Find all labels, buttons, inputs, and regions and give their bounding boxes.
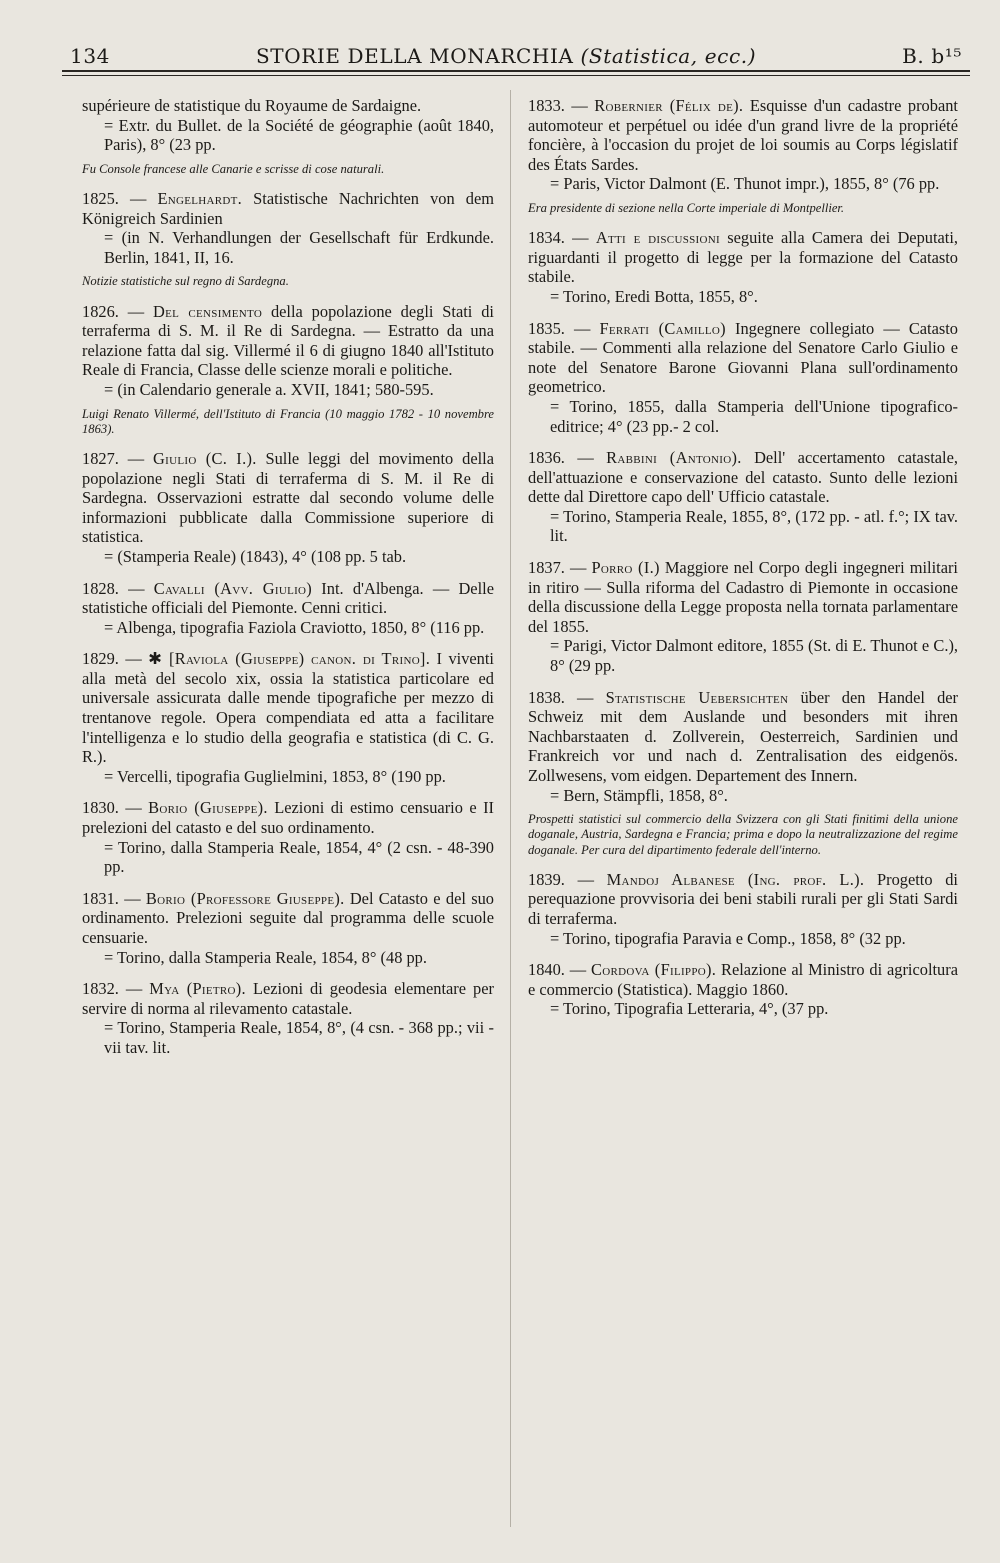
entry-author: Borio (Professore Giuseppe). [145, 888, 345, 908]
entry-text: 1834. — Atti e discussioni seguite alla Camera dei Deputati, riguardanti il progetto di legge per la formazione del Catasto stabile. [528, 228, 958, 287]
entry-number: 1833. [528, 96, 565, 115]
entry-number: 1840. [528, 960, 565, 980]
page-number: 134 [70, 44, 110, 68]
entry-text: 1831. — Borio (Professore Giuseppe). Del Catasto e del suo ordinamento. Prelezioni seguite dal programma delle scuole censuarie. [82, 888, 494, 947]
entry-author: Cordova (Filippo). [590, 960, 717, 980]
bibliography-entry [528, 960, 958, 1019]
entry-publication: = Torino, Stamperia Reale, 1854, 8°, (4 csn. - 368 pp.; vii - vii tav. lit. [104, 1018, 494, 1057]
bibliography-entry [82, 798, 494, 876]
entry-description: seguite alla Camera dei Deputati, riguardanti il progetto di legge per la formazione del Catasto stabile. [528, 228, 958, 287]
entry-description: Maggiore nel Corpo degli ingegneri militari in ritiro — Sulla riforma del Cadastro di Piemonte in occasione della discussione della Legge proposta nella tornata parlamentare del 1855. [528, 558, 958, 636]
bibliography-entry [528, 558, 958, 676]
entry-publication: = Torino, tipografia Paravia e Comp., 1858, 8° (32 pp. [550, 928, 906, 948]
entry-number: 1826. [82, 301, 119, 321]
bibliography-entry [82, 979, 494, 1057]
entry-author: Del censimento [153, 301, 263, 321]
bibliography-entry [528, 870, 958, 948]
bibliography-entry [82, 889, 494, 967]
right-column [528, 96, 958, 1031]
entry-text: 1840. — Cordova (Filippo). Relazione al Ministro di agricoltura e commercio (Statistica). Maggio 1860. [528, 960, 958, 999]
entry-author: ✱ [Raviola (Giuseppe) canon. di Trino]. [148, 649, 431, 669]
entry-description: Del Catasto e del suo ordinamento. Prelezioni seguite dal programma delle scuole censuarie. [82, 888, 494, 947]
entry-publication: = (Stamperia Reale) (1843), 4° (108 pp. 5 tab. [104, 546, 407, 566]
bibliography-entry [528, 448, 958, 546]
entry-publication: = Torino, dalla Stamperia Reale, 1854, 8° (48 pp. [104, 947, 427, 967]
entry-text [82, 96, 494, 116]
entry-publication: = (in Calendario generale a. XVII, 1841; 580-595. [104, 379, 434, 399]
running-title-main: STORIE DELLA MONARCHIA [255, 44, 574, 68]
header-rule-thin [62, 75, 970, 76]
entry-description: Progetto di perequazione provvisoria dei beni stabili rurali per gli Stati Sardi di terraferma. [528, 869, 958, 928]
entry-number: 1825. [82, 188, 119, 208]
entry-text: 1835. — Ferrati (Camillo) Ingegnere collegiato — Catasto stabile. — Commenti alla relazione del Senatore Carlo Giulio e note del Senatore Barone Giovanni Plana sull'ordinamento geometrico. [528, 318, 958, 397]
entry-author: Borio (Giuseppe). [148, 798, 268, 818]
entry-number: 1839. [528, 869, 565, 889]
entry-publication: = Extr. du Bullet. de la Société de géographie (août 1840, Paris), 8° (23 pp. [104, 115, 494, 155]
entry-text: 1826. — Del censimento della popolazione degli Stati di terraferma di S. M. il Re di Sardegna. — Estratto da una relazione fatta dal sig. Villermé il 6 di giugno 1840 all'Istituto Reale di Francia, Classe delle scienze morali e politiche. [82, 301, 494, 380]
entry-number: 1837. [528, 558, 565, 578]
entry-description: I viventi alla metà del secolo xix, ossia la statistica particolare ed universale assicurata dalle mende tipografiche per mezzo di trentanove regole. Opera compendiata ed atta a facilitare l'intelligenza e lo studio della geografia e statistica (di C. G. R.). [82, 649, 494, 767]
entry-text: 1825. — Engelhardt. Statistische Nachrichten von dem Königreich Sardinien [82, 188, 494, 228]
bibliography-entry [82, 649, 494, 786]
entry-note: Fu Console francese alle Canarie e scrisse di cose naturali. [82, 161, 385, 176]
entry-note: Luigi Renato Villermé, dell'Istituto di Francia (10 maggio 1782 - 10 novembre 1863). [82, 406, 494, 436]
entry-description: Relazione al Ministro di agricoltura e commercio (Statistica). Maggio 1860. [528, 960, 958, 999]
entry-note: Era presidente di sezione nella Corte imperiale di Montpellier. [528, 200, 845, 215]
entry-number: 1828. [82, 578, 119, 598]
entry-author: Giulio (C. I.). [153, 448, 257, 468]
entry-author: Statistische Uebersichten [605, 687, 789, 707]
entry-number: 1834. [528, 228, 565, 248]
entry-number: 1835. [528, 318, 565, 338]
entry-note: Prospetti statistici sul commercio della Svizzera con gli Stati finitimi della unione doganale, Austria, Sardegna e Francia; prima e dopo la neutralizzazione del regime doganale. Per cura del dipartimento federale dell'interno. [528, 812, 958, 857]
left-column [82, 96, 494, 1070]
running-title [256, 44, 756, 68]
entry-publication: = Parigi, Victor Dalmont editore, 1855 (St. di E. Thunot e C.), 8° (29 pp. [550, 636, 958, 676]
entry-text: 1838. — Statistische Uebersichten über den Handel der Schweiz mit dem Auslande und besonders mit ihren Nachbarstaaten d. Zollverein, Oesterreich, Sardinien und Frankreich vor und nach d. Zentralisation des eidgenös. Zollwesens, vom eidgen. Departement des Innern. [528, 687, 958, 786]
entry-description: über den Handel der Schweiz mit dem Auslande und besonders mit ihren Nachbarstaaten d. Zollverein, Oesterreich, Sardinien und Frankreich vor und nach d. Zentralisation des eidgenös. Zollwesens, vom eidgen. Departement des Innern. [528, 687, 958, 786]
bibliography-entry [82, 302, 494, 437]
bibliography-entry [82, 579, 494, 638]
entry-publication: = Torino, Eredi Botta, 1855, 8°. [550, 286, 758, 306]
entry-text: 1839. — Mandoj Albanese (Ing. prof. L.). Progetto di perequazione provvisoria dei beni stabili rurali per gli Stati Sardi di terraferma. [528, 869, 958, 928]
bibliography-entry [528, 319, 958, 437]
entry-author: Atti e discussioni [595, 228, 720, 248]
entry-author: Ferrati (Camillo) [599, 318, 726, 338]
entry-publication: = Vercelli, tipografia Guglielmini, 1853, 8° (190 pp. [104, 766, 446, 786]
column-divider [510, 90, 511, 1527]
bibliography-entry [528, 688, 958, 858]
entry-number: 1830. [82, 798, 119, 818]
entry-description: Esquisse d'un cadastre probant automoteur et perpétuel ou idée d'un grand livre de la propriété foncière, à l'occasion du projet de loi soumis au Corps législatif des États Sardes. [528, 96, 958, 174]
entry-publication: = Torino, dalla Stamperia Reale, 1854, 4° (2 csn. - 48-390 pp. [104, 837, 494, 877]
entry-publication: = Paris, Victor Dalmont (E. Thunot impr.), 1855, 8° (76 pp. [550, 174, 940, 194]
entry-description: supérieure de statistique du Royaume de Sardaigne. [82, 96, 422, 115]
entry-number: 1832. [82, 979, 119, 999]
entry-publication: = Torino, Stamperia Reale, 1855, 8°, (172 pp. - atl. f.°; IX tav. lit. [550, 506, 958, 546]
entry-author: Engelhardt. [157, 188, 243, 208]
entry-author: Mandoj Albanese (Ing. prof. L.). [606, 869, 865, 889]
entry-description: Int. d'Albenga. — Delle statistiche officiali del Piemonte. Cenni critici. [82, 578, 494, 618]
bibliography-entry [528, 96, 958, 216]
header-rule [62, 70, 970, 72]
entry-number: 1827. [82, 448, 119, 468]
entry-description: Ingegnere collegiato — Catasto stabile. — Commenti alla relazione del Senatore Carlo Giulio e note del Senatore Barone Giovanni Plana sull'ordinamento geometrico. [528, 318, 958, 397]
entry-publication: = Bern, Stämpfli, 1858, 8°. [550, 785, 728, 805]
entry-publication: = Torino, Tipografia Letteraria, 4°, (37 pp. [550, 999, 829, 1019]
bibliography-entry [528, 228, 958, 306]
entry-text: 1833. — Robernier (Félix de). Esquisse d'un cadastre probant automoteur et perpétuel ou idée d'un grand livre de la propriété foncière, à l'occasion du projet de loi soumis au Corps législatif des États Sardes. [528, 96, 958, 174]
entry-description: Dell' accertamento catastale, dell'attuazione e conservazione del catasto. Sunto delle lezioni dette dal Direttore capo dell' Ufficio catastale. [528, 448, 958, 507]
entry-number: 1836. [528, 448, 565, 468]
entry-text: 1827. — Giulio (C. I.). Sulle leggi del movimento della popolazione negli Stati di terraferma di S. M. il Re di Sardegna. Osservazioni estratte dal secondo volume delle informazioni pubblicate dalla Commissione superiore di statistica. [82, 448, 494, 547]
entry-description: Sulle leggi del movimento della popolazione negli Stati di terraferma di S. M. il Re di Sardegna. Osservazioni estratte dal secondo volume delle informazioni pubblicate dalla Commissione superiore di statistica. [82, 448, 494, 547]
entry-number: 1838. [528, 687, 565, 707]
entry-text: 1830. — Borio (Giuseppe). Lezioni di estimo censuario e II prelezioni del catasto e del suo ordinamento. [82, 798, 494, 838]
entry-author: Robernier (Félix de). [594, 96, 744, 115]
entry-description: Lezioni di geodesia elementare per servire di norma al rilevamento catastale. [82, 979, 494, 1018]
entry-description: Lezioni di estimo censuario e II prelezioni del catasto e del suo ordinamento. [82, 798, 494, 838]
entry-text: 1836. — Rabbini (Antonio). Dell' accertamento catastale, dell'attuazione e conservazione del catasto. Sunto delle lezioni dette dal Direttore capo dell' Ufficio catastale. [528, 448, 958, 507]
entry-text: 1829. — ✱ [Raviola (Giuseppe) canon. di Trino]. I viventi alla metà del secolo xix, ossia la statistica particolare ed universale assicurata dalle mende tipografiche per mezzo di trentanove regole. Opera compendiata ed atta a facilitare l'intelligenza e lo studio della geografia e statistica (di C. G. R.). [82, 649, 494, 767]
entry-note: Notizie statistiche sul regno di Sardegna. [82, 274, 289, 289]
page-header [70, 28, 962, 68]
entry-text: 1828. — Cavalli (Avv. Giulio) Int. d'Albenga. — Delle statistiche officiali del Piemonte. Cenni critici. [82, 578, 494, 618]
entry-publication: = (in N. Verhandlungen der Gesellschaft für Erdkunde. Berlin, 1841, II, 16. [104, 228, 494, 267]
entry-author: Porro (I.) [591, 558, 660, 578]
entry-publication: = Torino, 1855, dalla Stamperia dell'Unione tipografico-editrice; 4° (23 pp.- 2 col. [550, 396, 958, 436]
entry-author: Rabbini (Antonio). [606, 448, 742, 468]
entry-number: 1831. [82, 888, 119, 908]
entry-text: 1837. — Porro (I.) Maggiore nel Corpo degli ingegneri militari in ritiro — Sulla riforma del Cadastro di Piemonte in occasione della discussione della Legge proposta nella tornata parlamentare del 1855. [528, 558, 958, 636]
running-title-sub: (Statistica, ecc.) [580, 44, 757, 68]
bibliography-entry [82, 189, 494, 290]
bibliography-entry [82, 449, 494, 567]
section-mark: B. b¹⁵ [902, 44, 962, 68]
entry-description: della popolazione degli Stati di terraferma di S. M. il Re di Sardegna. — Estratto da una relazione fatta dal sig. Villermé il 6 di giugno 1840 all'Istituto Reale di Francia, Classe delle scienze morali e politiche. [82, 301, 494, 380]
entry-publication: = Albenga, tipografia Faziola Craviotto, 1850, 8° (116 pp. [104, 617, 485, 637]
entry-author: Mya (Pietro). [149, 979, 246, 999]
bibliography-entry [82, 96, 494, 177]
entry-text: 1832. — Mya (Pietro). Lezioni di geodesia elementare per servire di norma al rilevamento catastale. [82, 979, 494, 1018]
entry-number: 1829. [82, 649, 119, 669]
entry-author: Cavalli (Avv. Giulio) [153, 578, 313, 598]
entry-description: Statistische Nachrichten von dem Königreich Sardinien [82, 188, 494, 228]
